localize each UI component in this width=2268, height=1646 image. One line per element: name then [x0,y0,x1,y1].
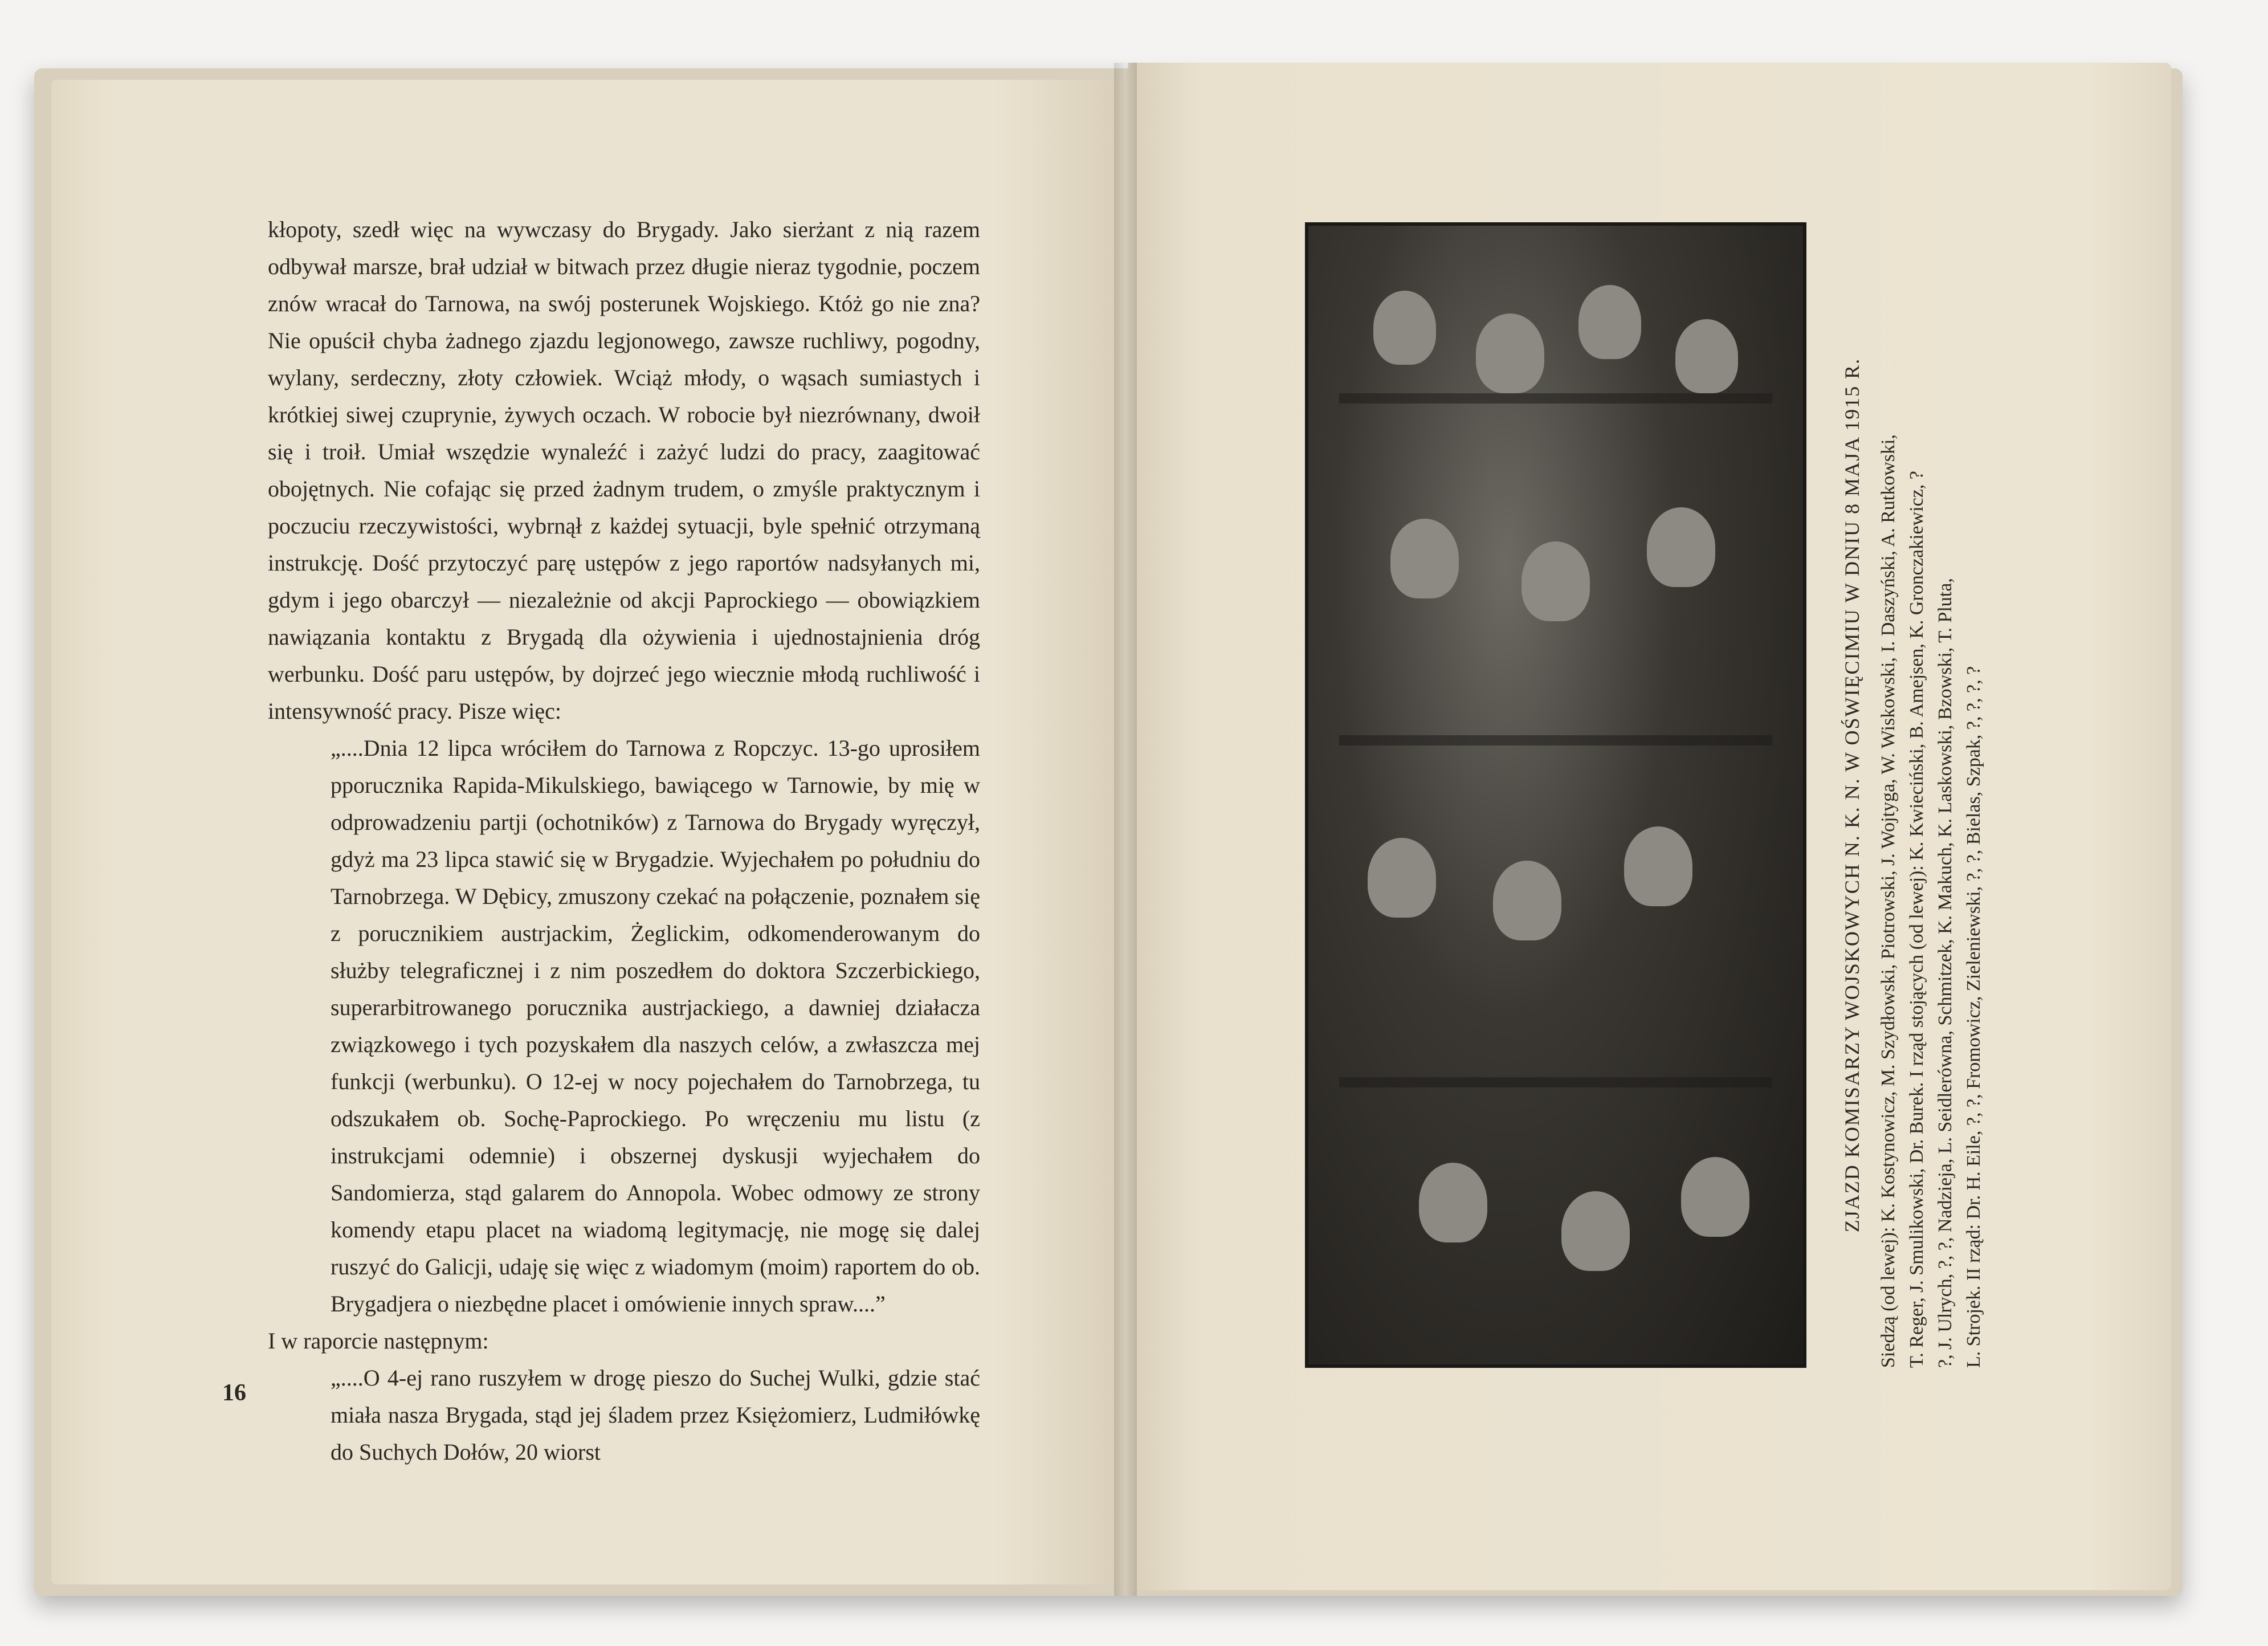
page-number: 16 [222,1380,246,1406]
photo-figure [1493,861,1561,940]
photo-caption [1838,222,2123,1368]
photo-row-shade [1339,735,1772,745]
quote-1: „....Dnia 12 lipca wróciłem do Tarnowa z Ropczyc. 13-go uprosiłem pporucznika Rapida-Mikulskiego, bawiącego w Tarnowie, by mię w odprowadzeniu partji (ochotników) z Tarnowa do Brygady wyręczył, gdyż ma 23 lipca stawić się w Brygadzie. Wyjechałem po południu do Tarnobrzega. W Dębicy, zmuszony czekać na połączenie, poznałem się z porucznikiem austrjackim, Żeglickim, odkomenderowanym do służby telegraficznej i z nim poszedłem do doktora Szczerbickiego, superarbitrowanego porucznika austrjackiego, a dawniej działacza związkowego i tych pozyskałem dla naszych celów, a zwłaszcza mej funkcji (werbunku). O 12-ej w nocy pojechałem do Tarnobrzega, tu odszukałem ob. Sochę-Paprockiego. Po wręczeniu mu listu (z instrukcjami odemnie) i obszernej dyskusji wyjechałem do Sandomierza, stąd galarem do Annopola. Wobec odmowy ze strony komendy etapu placet na wiadomą legitymację, nie mogę się dalej ruszyć do Galicji, udaję się więc z wiadomym (moim) raportem do ob. Brygadjera o niezbędne placet i omówienie innych spraw....” [331,735,980,1317]
photo-figure [1373,291,1436,365]
photo-figure [1681,1157,1749,1237]
caption-line-2: T. Reger, J. Smulikowski, Dr. Burek. I rząd stojących (od lewej): K. Kwieciński, B. Amejsen, K. Gronczakiewicz, ? [1906,471,1927,1368]
group-photograph [1305,222,1806,1368]
photo-figure [1561,1191,1630,1271]
caption-line-3: ?, J. Ulrych, ?, ?, Nadzieja, L. Seidlerówna, Schmitzek, K. Makuch, K. Laskowski, Bzowski, T. Pluta, [1935,578,1956,1368]
photo-row-shade [1339,1077,1772,1087]
caption-title: ZJAZD KOMISARZY WOJSKOWYCH N. K. N. W OŚWIĘCIMIU W DNIU 8 MAJA 1915 R. [1841,357,1863,1233]
photo-row-shade [1339,393,1772,404]
photo-figure [1578,285,1641,359]
left-page-text [268,211,980,1470]
book-spine [1114,63,1137,1596]
paragraph-1: kłopoty, szedł więc na wywczasy do Brygady. Jako sierżant z nią razem odbywał marsze, brał udział w bitwach przez długie nieraz tygodnie, poczem znów wracał do Tarnowa, na swój posterunek Wojskiego. Któż go nie zna? Nie opuścił chyba żadnego zjazdu legjonowego, zawsze ruchliwy, pogodny, wylany, serdeczny, złoty człowiek. Wciąż młody, o wąsach sumiastych i krótkiej siwej czuprynie, żywych oczach. W robocie był niezrównany, dwoił się i troił. Umiał wszędzie wynaleźć i zażyć ludzi do pracy, zaagitować obojętnych. Nie cofając się przed żadnym trudem, o zmyśle praktycznym i poczuciu rzeczywistości, wybrnął z każdej sytuacji, byle spełnić otrzymaną instrukcję. Dość przytoczyć parę ustępów z jego raportów nadsyłanych mi, gdym i jego obarczył — niezależnie od akcji Paprockiego — obowiązkiem nawiązania kontaktu z Brygadą dla ożywienia i ujednostajnienia dróg werbunku. Dość paru ustępów, by dojrzeć jego wiecznie młodą ruchliwość i intensywność pracy. Pisze więc: [268,217,980,724]
photo-figure [1390,519,1459,598]
caption-rotated [1838,222,2123,1368]
caption-line-4: L. Strojek. II rząd: Dr. H. Eile, ?, ?, Fromowicz, Zieleniewski, ?, ?, Bielas, Szpak, ?, ?, ?, ? [1963,666,1984,1368]
paragraph-2: I w raporcie następnym: [268,1328,489,1354]
photo-figure [1419,1163,1487,1242]
photo-figure [1675,319,1738,393]
photo-figure [1476,313,1544,393]
photo-figure [1624,826,1692,906]
photo-figure [1368,838,1436,918]
quote-2: „....O 4-ej rano ruszyłem w drogę pieszo do Suchej Wulki, gdzie stać miała nasza Brygada, stąd jej śladem przez Księżomierz, Ludmiłówkę do Suchych Dołów, 20 wiorst [331,1365,980,1465]
photo-figure [1521,541,1590,621]
photo-figure [1647,507,1715,587]
caption-line-1: Siedzą (od lewej): K. Kostynowicz, M. Szydłowski, Piotrowski, J. Wojtyga, W. Wiskowski, I. Daszyński, A. Rutkowski, [1878,434,1899,1368]
